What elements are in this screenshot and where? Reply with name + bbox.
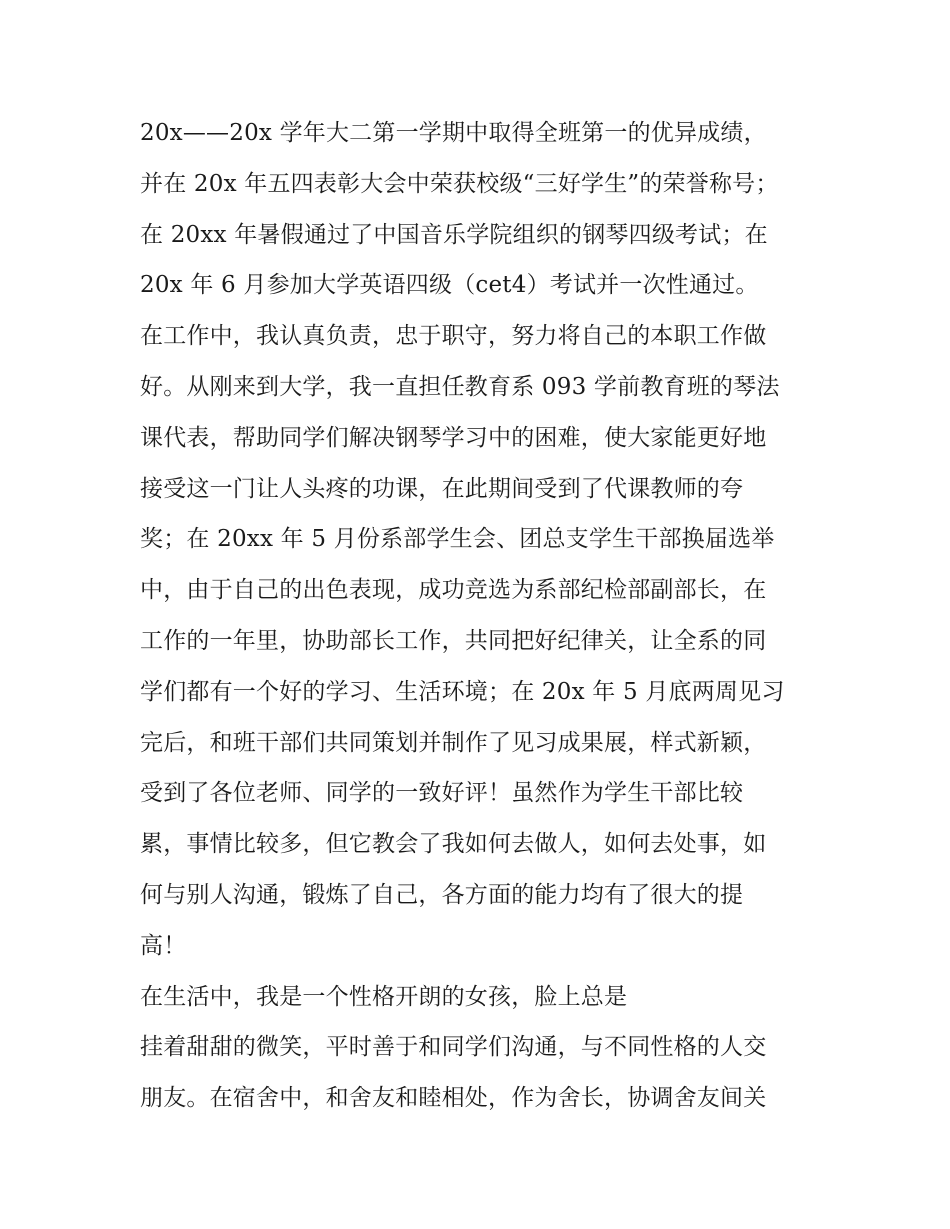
text-line: 在 20xx 年暑假通过了中国音乐学院组织的钢琴四级考试；在 (140, 221, 768, 248)
text-line: 接受这一门让人头疼的功课，在此期间受到了代课教师的夸 (140, 475, 744, 502)
text-line: 挂着甜甜的微笑，平时善于和同学们沟通，与不同性格的人交 (140, 1034, 767, 1061)
text-line: 并在 20x 年五四表彰大会中荣获校级“三好学生”的荣誉称号； (140, 170, 779, 197)
text-line: 20x 年 6 月参加大学英语四级（cet4）考试并一次性通过。 (140, 272, 759, 299)
text-line: 在工作中，我认真负责，忠于职守，努力将自己的本职工作做 (140, 323, 767, 350)
text-line: 课代表，帮助同学们解决钢琴学习中的困难，使大家能更好地 (140, 424, 767, 451)
text-line: 工作的一年里，协助部长工作，共同把好纪律关，让全系的同 (140, 627, 767, 654)
text-line: 高！ (140, 932, 187, 959)
text-line: 学们都有一个好的学习、生活环境；在 20x 年 5 月底两周见习 (140, 678, 785, 705)
text-line: 在生活中，我是一个性格开朗的女孩，脸上总是 (140, 983, 628, 1010)
text-line: 20x——20x 学年大二第一学期中取得全班第一的优异成绩， (140, 120, 767, 146)
text-line: 受到了各位老师、同学的一致好评！虽然作为学生干部比较 (140, 780, 744, 807)
body-text (140, 108, 820, 1124)
text-line: 累，事情比较多，但它教会了我如何去做人，如何去处事，如 (140, 831, 767, 858)
text-line: 中，由于自己的出色表现，成功竞选为系部纪检部副部长，在 (140, 577, 767, 604)
text-line: 朋友。在宿舍中，和舍友和睦相处，作为舍长，协调舍友间关 (140, 1085, 767, 1112)
text-line: 何与别人沟通，锻炼了自己，各方面的能力均有了很大的提 (140, 881, 744, 908)
text-line: 奖；在 20xx 年 5 月份系部学生会、团总支学生干部换届选举 (140, 526, 775, 553)
text-line: 完后，和班干部们共同策划并制作了见习成果展，样式新颖， (140, 729, 767, 756)
text-line: 好。从刚来到大学，我一直担任教育系 093 学前教育班的琴法 (140, 373, 780, 400)
